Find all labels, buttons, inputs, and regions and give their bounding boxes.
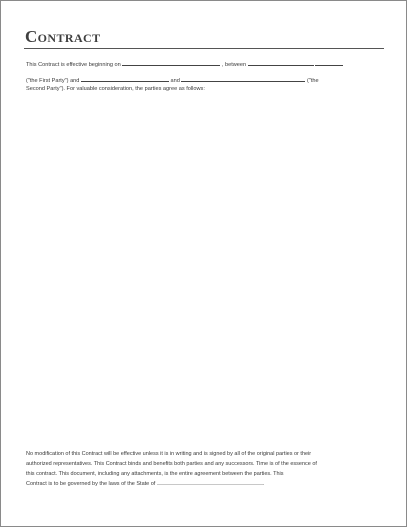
and-label: and bbox=[170, 78, 180, 84]
closing-line-4: Contract is to be governed by the laws of the State of . bbox=[26, 481, 265, 488]
page-title: Contract bbox=[25, 27, 101, 46]
governing-state-field[interactable] bbox=[157, 479, 263, 485]
the-label: ("the bbox=[307, 78, 319, 84]
intro-line-3: Second Party"). For valuable consideration, the parties agree as follows: bbox=[26, 86, 205, 92]
effective-date-label: This Contract is effective beginning on bbox=[26, 62, 121, 68]
closing-line-2: authorized representatives. This Contract binds and benefits both parties and any successors. Time is of the essence of bbox=[26, 460, 317, 467]
closing-line-3: this contract. This document, including any attachments, is the entire agreement between the parties. This bbox=[26, 470, 284, 477]
first-party-address-field[interactable] bbox=[81, 76, 169, 82]
first-party-name-field[interactable] bbox=[248, 60, 314, 66]
second-party-name-field[interactable] bbox=[181, 76, 305, 82]
intro-line-1 bbox=[26, 60, 360, 70]
first-party-extra-field[interactable] bbox=[315, 60, 343, 66]
closing-paragraph bbox=[26, 450, 356, 490]
first-party-label: ("the First Party") and bbox=[26, 78, 80, 84]
closing-line-1: No modification of this Contract will be effective unless it is in writing and is signed by all of the original parties or their bbox=[26, 451, 312, 457]
title-divider bbox=[24, 48, 384, 49]
effective-date-field[interactable] bbox=[122, 60, 220, 66]
between-label: , between bbox=[221, 62, 247, 68]
governing-law-label: Contract is to be governed by the laws of the State of bbox=[26, 481, 156, 488]
